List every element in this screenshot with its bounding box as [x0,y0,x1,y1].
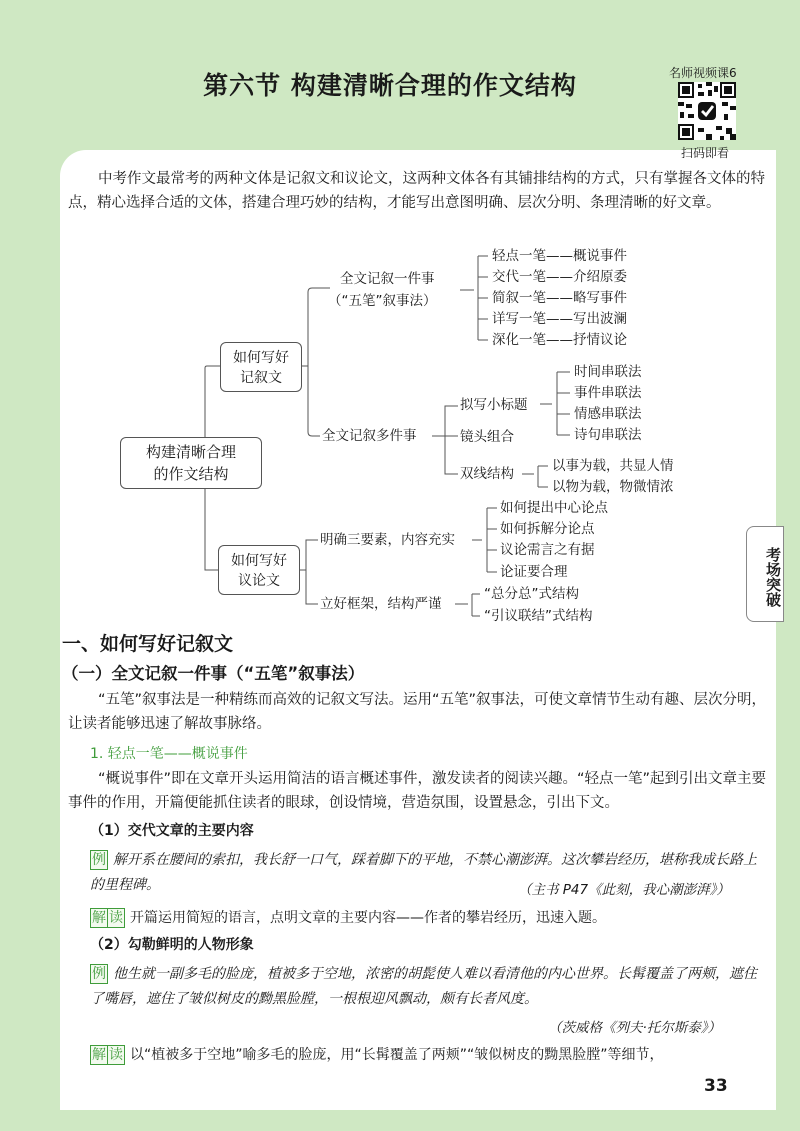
analysis-tag-2: 读 [109,910,123,926]
mindmap-root [120,437,262,489]
point2-example [90,962,770,1012]
mindmap-a2-sub3-item: 以事为载，共显人情 [552,458,674,474]
point2-analysis-text: 以“植被多于空地”喻多毛的脸庞，用“长髯覆盖了两颊”“皱似树皮的黝黑脸膛”等细节， [130,1047,664,1063]
mindmap-a2-sub1-item: 诗句串联法 [574,427,642,443]
point1-example-text: 解开系在腰间的索扣，我长舒一口气，踩着脚下的平地，不禁心潮澎湃。这次攀岩经历，堪称我成长路上的里程碑。 [90,852,757,893]
mindmap-b1-item: 论证要合理 [500,564,568,580]
point2-example-text: 他生就一副多毛的脸庞，植被多于空地，浓密的胡髭使人难以看清他的内心世界。长髯覆盖了两颊，遮住了嘴唇，遮住了皱似树皮的黝黑脸膛，一根根迎风飘动，颇有长者风度。 [90,966,757,1007]
item1-paragraph: “概说事件”即在文章开头运用简洁的语言概述事件，激发读者的阅读兴趣。“轻点一笔”起到引出文章主要事件的作用，开篇便能抓住读者的眼球，创设情境，营造氛围，设置悬念，引出下文。 [68,771,767,811]
mindmap-b1-item: 议论需言之有据 [500,542,595,558]
page-title: 第六节 构建清晰合理的作文结构 [203,71,577,100]
mindmap-a2-sub1-item: 时间串联法 [574,364,642,380]
point2-analysis [90,1043,770,1068]
example-tag: 例 [92,852,106,868]
mindmap-b1-item: 如何提出中心论点 [500,500,608,516]
subsection-heading: （一）全文记叙一件事（“五笔”叙事法） [62,664,365,683]
argument-box-line2: 议论文 [238,573,280,589]
qr-caption: 扫码即看 [681,146,730,160]
mindmap-a2-sub1: 拟写小标题 [460,397,528,413]
item1-title: 1. 轻点一笔——概说事件 [90,746,248,762]
mindmap-a2: 全文记叙多件事 [322,428,417,444]
mindmap-a2-sub1-item: 情感串联法 [574,406,642,422]
point1-analysis [90,906,770,931]
mindmap-a1-item: 详写一笔——写出波澜 [492,311,627,327]
mindmap-argument-box [218,545,300,595]
point2-source: （茨威格《列夫·托尔斯泰》） [548,1020,722,1036]
mindmap-a1-line2: （“五笔”叙事法） [328,293,437,309]
point1-analysis-text: 开篇运用简短的语言，点明文章的主要内容——作者的攀岩经历，迅速入题。 [130,910,606,926]
side-tab[interactable]: 考场突破 [746,526,784,622]
point1-title: （1）交代文章的主要内容 [90,823,254,839]
mindmap-b2-item: “引议联结”式结构 [484,608,593,624]
narrative-box-line1: 如何写好 [233,350,289,366]
qr-code-icon[interactable] [678,82,736,140]
analysis-tag-2: 读 [109,1047,123,1063]
mindmap-a1-item: 简叙一笔——略写事件 [492,290,627,306]
page-number: 33 [704,1076,728,1096]
mindmap-b1: 明确三要素，内容充实 [320,532,455,548]
point2-title: （2）勾勒鲜明的人物形象 [90,937,254,953]
qr-label: 名师视频课6 [669,66,737,80]
example-tag: 例 [92,966,106,982]
narrative-box-line2: 记叙文 [240,370,282,386]
analysis-tag-1: 解 [92,1047,106,1063]
argument-box-line1: 如何写好 [231,553,287,569]
mindmap-b1-item: 如何拆解分论点 [500,521,595,537]
mindmap-a1-item: 深化一笔——抒情议论 [492,332,627,348]
mindmap-a2-sub2: 镜头组合 [460,429,514,445]
analysis-tag-1: 解 [92,910,106,926]
section-heading: 一、如何写好记叙文 [62,633,234,655]
mindmap-a1-item: 交代一笔——介绍原委 [492,269,627,285]
mindmap-root-line2: 的作文结构 [153,465,229,483]
mindmap-a2-sub3-item: 以物为载，物微情浓 [552,479,674,495]
point1-source: （主书 P47《此刻，我心潮澎湃》） [518,882,730,898]
mindmap-root-line1: 构建清晰合理 [145,443,236,461]
section-paragraph: “五笔”叙事法是一种精练而高效的记叙文写法。运用“五笔”叙事法，可使文章情节生动有趣、层次分明，让读者能够迅速了解故事脉络。 [68,692,767,732]
mindmap-a1-line1: 全文记叙一件事 [340,271,435,287]
mindmap-b2-item: “总分总”式结构 [484,586,579,602]
mindmap-a2-sub3: 双线结构 [460,466,514,482]
mindmap-a1-item: 轻点一笔——概说事件 [492,248,627,264]
mindmap-a2-sub1-item: 事件串联法 [574,385,642,401]
mindmap-b2: 立好框架，结构严谨 [320,596,442,612]
intro-paragraph: 中考作文最常考的两种文体是记叙文和议论文，这两种文体各有其铺排结构的方式，只有掌握各文体的特点，精心选择合适的文体，搭建合理巧妙的结构，才能写出意图明确、层次分明、条理清晰的好文章。 [68,171,765,211]
mindmap-narrative-box [220,342,302,392]
